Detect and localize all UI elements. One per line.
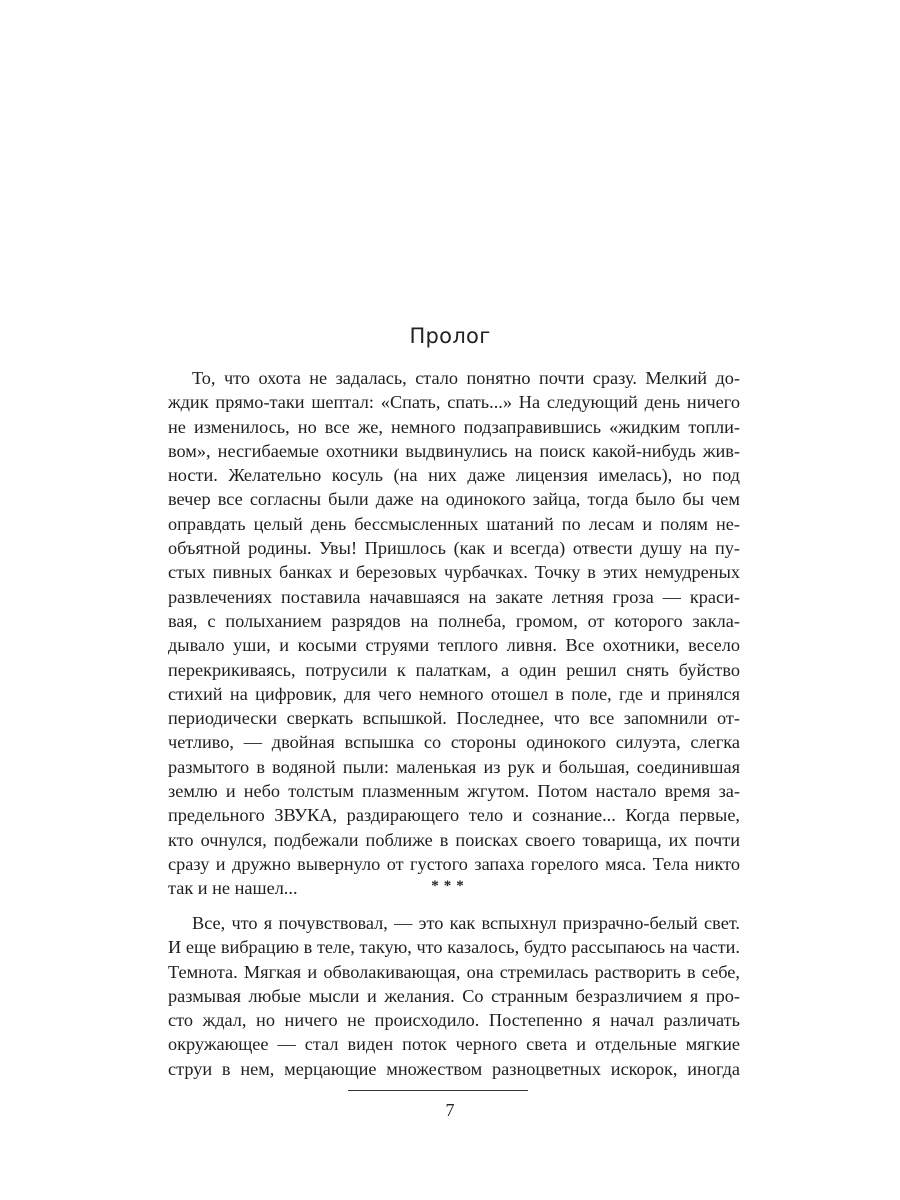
text-line: кто очнулся, подбежали поближе в поисках своего товарища, их почти bbox=[168, 829, 740, 850]
text-line: И еще вибрацию в теле, такую, что казалось, будто рассыпаюсь на части. bbox=[168, 937, 740, 958]
text-line: сто ждал, но ничего не происходило. Постепенно я начал различать bbox=[168, 1010, 740, 1031]
text-line: вечер все согласны были даже на одинокого зайца, тогда было бы чем bbox=[168, 489, 740, 510]
paragraph-first-person bbox=[168, 911, 740, 1081]
text-line: стихий на цифровик, для чего немного отошел в поле, где и принялся bbox=[168, 683, 740, 704]
text-line: ности. Желательно косуль (на них даже лицензия имелась), но под bbox=[168, 465, 740, 486]
text-line: размытого в водяной пыли: маленькая из рук и большая, соединившая bbox=[168, 756, 740, 777]
text-line: предельного ЗВУКА, раздирающего тело и сознание... Когда первые, bbox=[168, 805, 740, 826]
text-line: вом», несгибаемые охотники выдвинулись на поиск какой-нибудь жив- bbox=[168, 440, 740, 461]
text-line: стых пивных банках и березовых чурбачках. Точку в этих немудреных bbox=[168, 562, 740, 583]
text-line: окружающее — стал виден поток черного света и отдельные мягкие bbox=[168, 1034, 740, 1055]
text-line: вая, с полыханием разрядов на полнеба, громом, от которого закла- bbox=[168, 610, 740, 631]
section-separator: *** bbox=[431, 878, 469, 894]
text-line: размывая любые мысли и желания. Со странным безразличием я про- bbox=[168, 985, 740, 1006]
text-line: струи в нем, мерцающие множеством разноцветных искорок, иногда bbox=[168, 1058, 740, 1079]
text-line: периодически сверкать вспышкой. Последнее, что все запомнили от- bbox=[168, 708, 740, 729]
text-line: развлечениях поставила начавшаяся на закате летняя гроза — краси- bbox=[168, 586, 740, 607]
footer-rule bbox=[348, 1090, 528, 1091]
text-line: дывало уши, и косыми струями теплого ливня. Все охотники, весело bbox=[168, 635, 740, 656]
text-line: перекрикиваясь, потрусили к палаткам, а один решил снять буйство bbox=[168, 659, 740, 680]
page-number: 7 bbox=[445, 1100, 455, 1120]
text-line: сразу и дружно вывернуло от густого запаха горелого мяса. Тела никто bbox=[168, 853, 740, 874]
text-line: не изменилось, но все же, немного подзаправившись «жидким топли- bbox=[168, 416, 740, 437]
chapter-title: Пролог bbox=[409, 324, 491, 348]
paragraph-prologue bbox=[168, 366, 740, 901]
text-line: То, что охота не задалась, стало понятно почти сразу. Мелкий до- bbox=[192, 368, 740, 388]
text-line: Темнота. Мягкая и обволакивающая, она стремилась растворить в себе, bbox=[168, 961, 740, 982]
text-line: объятной родины. Увы! Пришлось (как и всегда) отвести душу на пу- bbox=[168, 538, 740, 559]
text-line: ждик прямо-таки шептал: «Спать, спать...» На следующий день ничего bbox=[168, 392, 740, 413]
text-line: оправдать целый день бессмысленных шатаний по лесам и полям не- bbox=[168, 513, 740, 534]
text-line: Все, что я почувствовал, — это как вспыхнул призрачно-белый свет. bbox=[192, 913, 740, 933]
text-line: землю и небо толстым плазменным жгутом. Потом настало время за- bbox=[168, 781, 740, 802]
text-line: четливо, — двойная вспышка со стороны одинокого силуэта, слегка bbox=[168, 732, 740, 753]
text-line: так и не нашел... bbox=[168, 878, 298, 899]
